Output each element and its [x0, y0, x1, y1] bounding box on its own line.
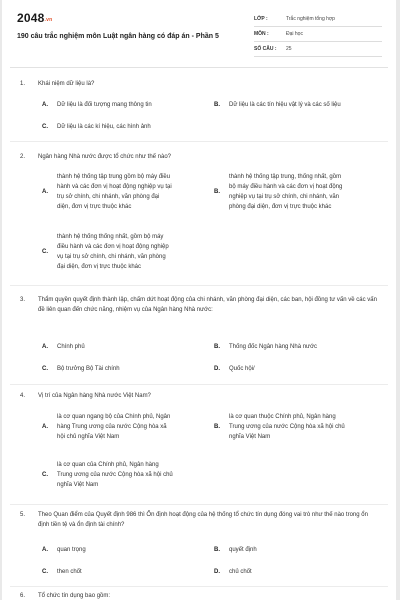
- option-2b[interactable]: [214, 172, 384, 212]
- option-key: A.: [42, 189, 48, 195]
- option-text: Dữ liệu là đối tượng mang thông tin: [57, 102, 152, 108]
- meta-label: LỚP :: [254, 16, 268, 22]
- option-text: [57, 172, 172, 212]
- option-key: D.: [214, 569, 220, 575]
- option-key: A.: [42, 424, 48, 430]
- meta-value: Đại học: [286, 31, 303, 37]
- option-line: trụ sở chính, chi nhánh, văn phòng đại: [57, 194, 160, 200]
- option-5b[interactable]: [214, 545, 257, 555]
- meta-row-count: [254, 44, 382, 57]
- logo-suffix: .vn: [44, 17, 53, 23]
- option-line: là cơ quan của Chính phủ, Ngân hàng: [57, 462, 159, 468]
- question-divider: [10, 384, 388, 385]
- meta-label: SỐ CÂU :: [254, 46, 277, 52]
- option-line: điều hành và các đơn vị hoạt động nghiệp: [57, 244, 169, 250]
- document-page: [2, 0, 396, 600]
- option-3a[interactable]: [42, 342, 85, 352]
- question-2: [20, 152, 380, 162]
- question-5: [20, 510, 380, 530]
- option-line: Trung ương của nước Cộng hòa xã hội chủ: [229, 424, 345, 430]
- logo-main: 2048: [17, 11, 45, 25]
- option-line: bộ máy điều hành và các đơn vị hoạt động: [229, 184, 343, 190]
- option-line: thành hệ thống tập trung, thống nhất, gồm: [229, 174, 342, 180]
- option-line: nghiệp vụ tại trụ sở chính, chi nhánh, văn: [229, 194, 340, 200]
- option-key: D.: [214, 366, 220, 372]
- option-key: B.: [214, 189, 220, 195]
- option-text: Dữ liệu là các tín hiệu vật lý và các số liệu: [229, 102, 341, 108]
- document-header: [2, 0, 396, 62]
- option-text: [57, 232, 169, 272]
- option-text: Chính phủ: [57, 344, 85, 350]
- option-1c[interactable]: [42, 122, 151, 132]
- option-5c[interactable]: [42, 567, 82, 577]
- question-divider: [10, 504, 388, 505]
- header-divider: [10, 67, 388, 68]
- option-key: A.: [42, 547, 48, 553]
- option-1b[interactable]: [214, 100, 341, 110]
- option-2c[interactable]: [42, 232, 212, 272]
- option-line: là cơ quan ngang bộ của Chính phủ, Ngân: [57, 414, 171, 420]
- meta-value: 25: [286, 46, 292, 52]
- question-number: 5.: [20, 512, 26, 518]
- option-4b[interactable]: [214, 412, 384, 442]
- question-4: [20, 391, 380, 401]
- question-stem: [20, 79, 380, 89]
- option-key: A.: [42, 344, 48, 350]
- question-text: Tổ chức tín dụng bao gồm:: [38, 593, 111, 599]
- option-line: Trung ương của nước Cộng hòa xã hội chủ: [57, 472, 173, 478]
- option-1a[interactable]: [42, 100, 152, 110]
- question-number: 2.: [20, 154, 26, 160]
- option-key: C.: [42, 366, 48, 372]
- option-4c[interactable]: [42, 460, 212, 490]
- option-line: đại diện, đơn vị trực thuộc khác: [57, 264, 141, 270]
- option-text: [57, 412, 170, 442]
- option-text: Dữ liệu là các kí hiệu, các hình ảnh: [57, 124, 151, 130]
- question-divider: [10, 586, 388, 587]
- option-text: Thống đốc Ngân hàng Nhà nước: [229, 344, 318, 350]
- question-3: [20, 295, 380, 315]
- option-text: Quốc hội/: [229, 366, 255, 372]
- option-line: vụ tại trụ sở chính, chi nhánh, văn phòng: [57, 254, 166, 260]
- option-key: C.: [42, 472, 48, 478]
- option-key: B.: [214, 424, 220, 430]
- option-text: quan trọng: [57, 547, 86, 553]
- option-key: A.: [42, 102, 48, 108]
- question-divider: [10, 141, 388, 142]
- option-line: là cơ quan thuộc Chính phủ, Ngân hàng: [229, 414, 336, 420]
- question-text: Theo Quan điểm của Quyết định 986 thì Ổn định hoạt động của hệ thống tổ chức tín dụng đóng vai trò như thế nào trong ổn định tiền tệ và ổn định tài chính?: [38, 512, 368, 528]
- option-line: phòng đại diện, đơn vị trực thuộc khác: [229, 204, 332, 210]
- question-number: 1.: [20, 81, 26, 87]
- meta-row-subject: [254, 29, 382, 42]
- option-key: B.: [214, 102, 220, 108]
- option-line: nghĩa Việt Nam: [229, 434, 271, 440]
- site-logo[interactable]: [17, 11, 52, 25]
- question-stem: [20, 391, 380, 401]
- meta-row-class: [254, 14, 382, 27]
- question-1: [20, 79, 380, 89]
- option-key: C.: [42, 569, 48, 575]
- option-text: [57, 460, 173, 490]
- question-text: Ngân hàng Nhà nước được tổ chức như thế nào?: [38, 154, 172, 160]
- question-text: Thẩm quyền quyết định thành lập, chấm dứt hoạt động của chi nhánh, văn phòng đại diện, các ban, hội đồng tư vấn về các vấn đề liên quan đến chức năng, nhiệm vụ của Ngân hàng Nhà nước:: [38, 297, 377, 313]
- option-4a[interactable]: [42, 412, 212, 442]
- question-number: 3.: [20, 297, 26, 303]
- option-key: B.: [214, 344, 220, 350]
- option-line: hội chủ nghĩa Việt Nam: [57, 434, 120, 440]
- question-number: 4.: [20, 393, 26, 399]
- option-key: C.: [42, 124, 48, 130]
- option-key: B.: [214, 547, 220, 553]
- question-text: Khái niệm dữ liệu là?: [38, 81, 95, 87]
- option-5a[interactable]: [42, 545, 86, 555]
- meta-value: Trắc nghiệm tổng hợp: [286, 16, 335, 22]
- question-divider: [10, 285, 388, 286]
- option-line: hàng Trung ương của nước Cộng hòa xã: [57, 424, 167, 430]
- option-text: quyết định: [229, 547, 257, 553]
- option-text: [229, 412, 345, 442]
- option-key: C.: [42, 249, 48, 255]
- meta-label: MÔN :: [254, 31, 269, 37]
- option-3b[interactable]: [214, 342, 317, 352]
- option-text: chủ chốt: [229, 569, 252, 575]
- question-stem: [20, 152, 380, 162]
- question-stem: [20, 510, 380, 530]
- question-6: [20, 591, 380, 600]
- option-line: thành hệ thống thống nhất, gồm bộ máy: [57, 234, 164, 240]
- option-5d[interactable]: [214, 567, 252, 577]
- option-line: thành hệ thống tập trung gồm bộ máy điều: [57, 174, 171, 180]
- option-3d[interactable]: [214, 364, 255, 374]
- option-text: Bộ trưởng Bộ Tài chính: [57, 366, 120, 372]
- question-number: 6.: [20, 593, 26, 599]
- page-title: 190 câu trắc nghiệm môn Luật ngân hàng có đáp án - Phần 5: [17, 33, 219, 40]
- option-line: hành và các đơn vị hoạt động nghiệp vụ tại: [57, 184, 172, 190]
- option-2a[interactable]: [42, 172, 212, 212]
- question-text: Vị trí của Ngân hàng Nhà nước Việt Nam?: [38, 393, 151, 399]
- option-3c[interactable]: [42, 364, 120, 374]
- option-text: [229, 172, 342, 212]
- question-stem: [20, 295, 380, 315]
- question-stem: [20, 591, 380, 600]
- option-text: then chốt: [57, 569, 82, 575]
- option-line: diện, đơn vị trực thuộc khác: [57, 204, 132, 210]
- option-line: nghĩa Việt Nam: [57, 482, 99, 488]
- meta-info: [254, 14, 382, 59]
